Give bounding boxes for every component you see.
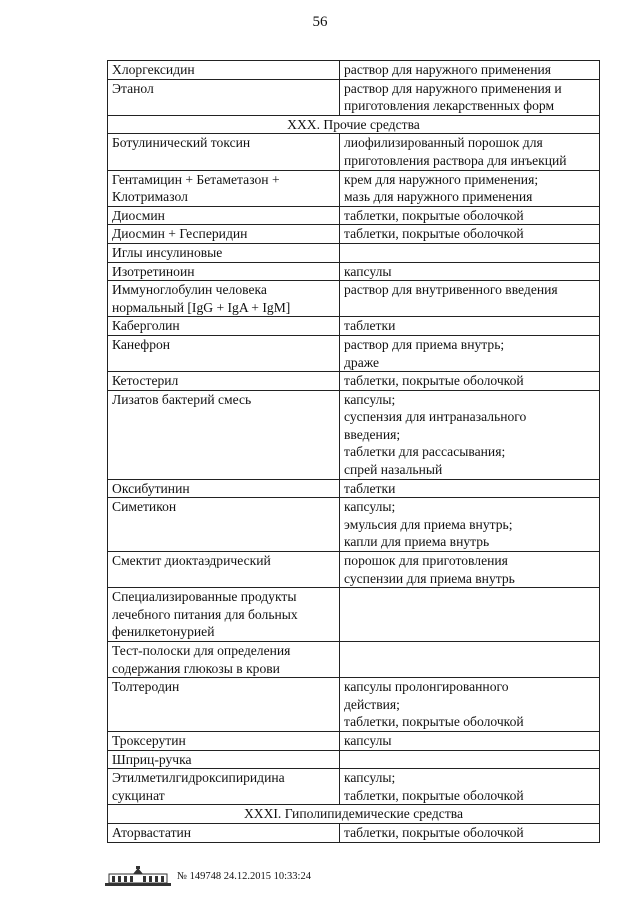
table-row — [108, 731, 600, 750]
table-row — [108, 262, 600, 281]
table-row — [108, 498, 600, 552]
dosage-form-cell — [340, 750, 600, 769]
drug-name-line: Ботулинический токсин — [112, 135, 251, 151]
dosage-form-cell — [340, 642, 600, 678]
drug-name-line: Канефрон — [112, 336, 171, 352]
dosage-form-line: таблетки, покрытые оболочкой — [344, 373, 524, 389]
dosage-form-line: мазь для наружного применения — [344, 189, 533, 205]
dosage-form-line: раствор для внутривенного введения — [344, 282, 558, 298]
section-title: XXXI. Гиполипидемические средства — [108, 805, 600, 824]
section-title: XXX. Прочие средства — [108, 115, 600, 134]
dosage-form-line: суспензии для приема внутрь — [344, 570, 515, 586]
dosage-form-line: таблетки, покрытые оболочкой — [344, 714, 524, 730]
dosage-form-line: действия; — [344, 696, 400, 712]
drug-name-line: Специализированные продукты — [112, 589, 297, 605]
drug-name-line: лечебного питания для больных — [112, 606, 298, 622]
dosage-form-line: приготовления лекарственных форм — [344, 98, 555, 114]
dosage-form-line: раствор для наружного применения — [344, 62, 552, 77]
section-header-row — [108, 805, 600, 824]
dosage-form-cell — [340, 281, 600, 317]
table-row — [108, 206, 600, 225]
footer-stamp: № 149748 24.12.2015 10:33:24 — [177, 870, 311, 882]
dosage-form-cell — [340, 498, 600, 552]
drug-name-line: Лизатов бактерий смесь — [112, 391, 252, 407]
drug-name-line: Шприц-ручка — [112, 751, 192, 767]
dosage-form-line: таблетки, покрытые оболочкой — [344, 207, 524, 223]
drug-name-cell — [108, 372, 340, 391]
table-row — [108, 642, 600, 678]
table-row — [108, 170, 600, 206]
dosage-form-line: таблетки — [344, 318, 396, 334]
dosage-form-cell — [340, 552, 600, 588]
drug-name-cell — [108, 552, 340, 588]
drug-name-line: Иммуноглобулин человека — [112, 282, 267, 298]
drug-name-cell — [108, 134, 340, 170]
document-footer — [103, 865, 311, 887]
drug-name-line: Кетостерил — [112, 373, 179, 389]
dosage-form-cell — [340, 335, 600, 371]
drug-name-cell — [108, 281, 340, 317]
drug-name-line: Каберголин — [112, 318, 180, 334]
drug-name-cell — [108, 243, 340, 262]
drug-name-line: Симетикон — [112, 499, 177, 515]
drug-name-line: Гентамицин + Бетаметазон + — [112, 171, 280, 187]
dosage-form-cell — [340, 678, 600, 732]
dosage-form-line: приготовления раствора для инъекций — [344, 152, 567, 168]
drug-name-cell — [108, 769, 340, 805]
table-row — [108, 750, 600, 769]
dosage-form-line: таблетки, покрытые оболочкой — [344, 824, 524, 840]
dosage-form-cell — [340, 134, 600, 170]
drug-name-line: Хлоргексидин — [112, 62, 195, 77]
building-emblem-icon — [103, 865, 173, 887]
drug-name-cell — [108, 225, 340, 244]
drug-name-cell — [108, 335, 340, 371]
dosage-form-cell — [340, 390, 600, 479]
drug-name-cell — [108, 731, 340, 750]
dosage-form-line: суспензия для интраназального — [344, 409, 527, 425]
drug-name-line: Троксерутин — [112, 732, 186, 748]
drug-name-line: Клотримазол — [112, 189, 188, 205]
dosage-form-line: порошок для приготовления — [344, 553, 508, 569]
dosage-form-line: таблетки, покрытые оболочкой — [344, 226, 524, 242]
drug-name-cell — [108, 642, 340, 678]
dosage-form-line: раствор для наружного применения и — [344, 80, 562, 96]
drug-name-cell — [108, 750, 340, 769]
table-row — [108, 225, 600, 244]
drug-name-line: Диосмин — [112, 207, 165, 223]
dosage-form-line: введения; — [344, 426, 401, 442]
table-row — [108, 61, 600, 80]
table-row — [108, 79, 600, 115]
dosage-form-line: таблетки — [344, 480, 396, 496]
dosage-form-cell — [340, 206, 600, 225]
drug-name-cell — [108, 79, 340, 115]
dosage-form-line: крем для наружного применения; — [344, 171, 539, 187]
medication-table-body — [108, 61, 600, 843]
dosage-form-line: драже — [344, 354, 379, 370]
drug-name-line: фенилкетонурией — [112, 624, 215, 640]
drug-name-line: Оксибутинин — [112, 480, 190, 496]
dosage-form-cell — [340, 731, 600, 750]
dosage-form-line: капсулы пролонгированного — [344, 679, 509, 695]
dosage-form-line: капсулы — [344, 732, 392, 748]
drug-name-cell — [108, 498, 340, 552]
dosage-form-line: капсулы; — [344, 770, 396, 786]
table-row — [108, 335, 600, 371]
dosage-form-cell — [340, 317, 600, 336]
dosage-form-cell — [340, 170, 600, 206]
dosage-form-cell — [340, 79, 600, 115]
table-row — [108, 552, 600, 588]
dosage-form-line: таблетки для рассасывания; — [344, 444, 506, 460]
medication-table — [107, 60, 600, 843]
drug-name-cell — [108, 479, 340, 498]
drug-name-cell — [108, 588, 340, 642]
table-row — [108, 372, 600, 391]
table-row — [108, 390, 600, 479]
drug-name-cell — [108, 206, 340, 225]
drug-name-line: Тест-полоски для определения — [112, 643, 291, 658]
table-row — [108, 588, 600, 642]
drug-name-cell — [108, 678, 340, 732]
table-row — [108, 317, 600, 336]
dosage-form-cell — [340, 823, 600, 842]
table-row — [108, 678, 600, 732]
dosage-form-cell — [340, 588, 600, 642]
dosage-form-line: раствор для приема внутрь; — [344, 336, 505, 352]
dosage-form-cell — [340, 479, 600, 498]
drug-name-line: Толтеродин — [112, 679, 180, 695]
drug-name-line: Этилметилгидроксипиридина — [112, 770, 285, 786]
table-row — [108, 243, 600, 262]
drug-name-line: нормальный [IgG + IgA + IgM] — [112, 299, 291, 315]
table-row — [108, 479, 600, 498]
table-row — [108, 281, 600, 317]
dosage-form-line: капсулы; — [344, 499, 396, 515]
dosage-form-cell — [340, 262, 600, 281]
dosage-form-cell — [340, 769, 600, 805]
drug-name-cell — [108, 61, 340, 80]
dosage-form-cell — [340, 243, 600, 262]
page-number: 56 — [312, 14, 328, 30]
dosage-form-cell — [340, 372, 600, 391]
drug-name-line: Этанол — [112, 80, 154, 96]
drug-name-line: Смектит диоктаэдрический — [112, 553, 271, 569]
dosage-form-cell — [340, 225, 600, 244]
drug-name-line: Изотретиноин — [112, 263, 195, 279]
dosage-form-line: эмульсия для приема внутрь; — [344, 516, 513, 532]
drug-name-cell — [108, 170, 340, 206]
dosage-form-cell — [340, 61, 600, 80]
drug-name-cell — [108, 390, 340, 479]
drug-name-line: Аторвастатин — [112, 824, 192, 840]
table-row — [108, 823, 600, 842]
dosage-form-line: лиофилизированный порошок для — [344, 135, 543, 151]
drug-name-cell — [108, 317, 340, 336]
table-row — [108, 134, 600, 170]
dosage-form-line: капли для приема внутрь — [344, 534, 490, 550]
drug-name-line: содержания глюкозы в крови — [112, 660, 280, 676]
table-row — [108, 769, 600, 805]
section-header-row — [108, 115, 600, 134]
dosage-form-line: таблетки, покрытые оболочкой — [344, 787, 524, 803]
drug-name-cell — [108, 262, 340, 281]
drug-name-line: сукцинат — [112, 787, 165, 803]
drug-name-cell — [108, 823, 340, 842]
drug-name-line: Иглы инсулиновые — [112, 244, 223, 260]
dosage-form-line: капсулы — [344, 263, 392, 279]
dosage-form-line: капсулы; — [344, 391, 396, 407]
drug-name-line: Диосмин + Гесперидин — [112, 226, 248, 242]
dosage-form-line: спрей назальный — [344, 462, 443, 478]
